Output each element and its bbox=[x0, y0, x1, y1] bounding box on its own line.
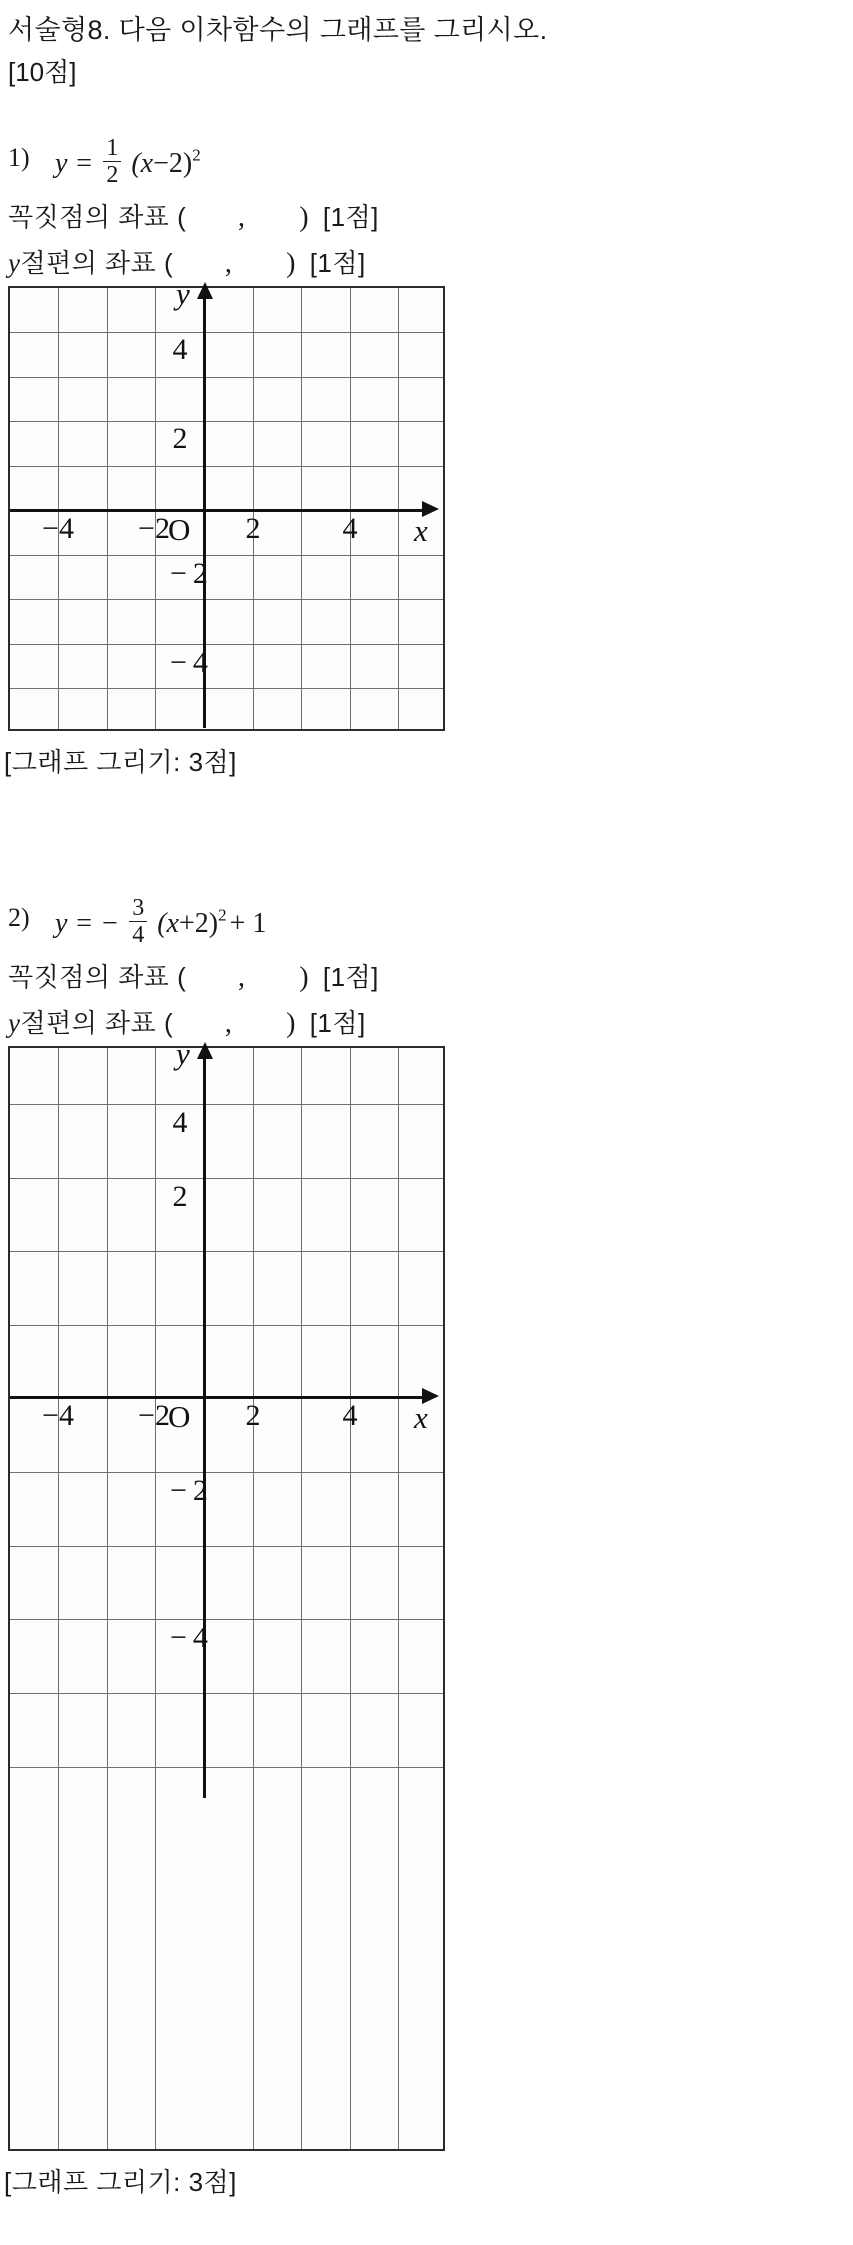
q2-intercept-label: 절편의 좌표 ( bbox=[20, 1008, 174, 1038]
q1-origin-label: O bbox=[168, 512, 191, 547]
q1-intercept-close: ) bbox=[286, 248, 296, 279]
question-2-graph bbox=[8, 1036, 445, 2151]
q1-vertex-answer-line bbox=[8, 197, 379, 234]
q1-intercept-points: [1점] bbox=[309, 248, 366, 278]
q2-y-axis bbox=[203, 1058, 206, 1798]
q1-vertex-label: 꼭짓점의 좌표 ( bbox=[8, 202, 187, 232]
q2-vertex-comma: , bbox=[238, 962, 246, 993]
q2-y-tick--4: − 4 bbox=[170, 1621, 208, 1654]
question-2-number: 2) bbox=[8, 903, 30, 932]
q2-origin-label: O bbox=[168, 1399, 191, 1434]
q1-y-axis-label: y bbox=[176, 276, 190, 311]
q2-intercept-comma: , bbox=[224, 1008, 233, 1039]
q1-intercept-answer-line bbox=[8, 243, 366, 280]
q2-intercept-axis: y bbox=[8, 1008, 21, 1038]
q1-y-tick--4: − 4 bbox=[170, 646, 208, 679]
q2-fraction-numerator: 3 bbox=[132, 895, 145, 921]
q2-y-tick--2: − 2 bbox=[170, 1474, 208, 1507]
q1-x-tick--2: −2 bbox=[138, 512, 170, 545]
q2-eq-val: 2) bbox=[194, 908, 219, 940]
q1-intercept-axis: y bbox=[8, 248, 21, 278]
q1-vertex-close: ) bbox=[299, 202, 310, 233]
q1-x-tick-4: 4 bbox=[342, 512, 358, 545]
q2-intercept-answer-line bbox=[8, 1003, 366, 1040]
q2-vertex-label: 꼭짓점의 좌표 ( bbox=[8, 962, 187, 992]
q1-x-tick--4: −4 bbox=[42, 512, 74, 545]
q2-intercept-close: ) bbox=[286, 1008, 296, 1039]
q1-y-tick-4: 4 bbox=[172, 333, 188, 366]
q2-vertex-answer-line bbox=[8, 957, 379, 994]
q1-eq-lhs: y = bbox=[55, 148, 94, 180]
total-points: [10점] bbox=[8, 57, 77, 87]
page-title: 서술형8. 다음 이차함수의 그래프를 그리시오. bbox=[8, 15, 548, 45]
q2-y-axis-arrow bbox=[197, 1042, 213, 1059]
q1-fraction-denominator: 2 bbox=[103, 161, 121, 188]
question-2-caption: [그래프 그리기: 3점] bbox=[4, 2167, 237, 2197]
q1-y-tick-2: 2 bbox=[172, 422, 188, 455]
q1-eq-op: − bbox=[153, 148, 169, 180]
q2-y-axis-label: y bbox=[176, 1036, 190, 1071]
question-1-equation bbox=[55, 135, 201, 191]
q2-fraction bbox=[129, 896, 147, 949]
q2-y-tick-2: 2 bbox=[172, 1180, 188, 1213]
q1-eq-exponent: 2 bbox=[192, 145, 201, 165]
q2-vertex-close: ) bbox=[299, 962, 310, 993]
q2-eq-exponent: 2 bbox=[218, 905, 227, 925]
q2-eq-op: + bbox=[178, 908, 195, 940]
q1-eq-val: 2) bbox=[168, 148, 193, 180]
q2-y-tick-4: 4 bbox=[172, 1106, 188, 1139]
q1-intercept-label: 절편의 좌표 ( bbox=[20, 248, 174, 278]
q2-fraction-denominator: 4 bbox=[129, 921, 147, 948]
q1-vertex-comma: , bbox=[238, 202, 246, 233]
q2-x-tick-4: 4 bbox=[342, 1399, 358, 1432]
q1-fraction bbox=[103, 136, 121, 189]
question-1-caption: [그래프 그리기: 3점] bbox=[4, 747, 237, 777]
q1-x-axis-label: x bbox=[414, 513, 428, 548]
q2-x-tick--4: −4 bbox=[42, 1399, 74, 1432]
q1-y-tick--2: − 2 bbox=[170, 557, 208, 590]
q1-fraction-numerator: 1 bbox=[106, 135, 119, 161]
q2-x-tick--2: −2 bbox=[138, 1399, 170, 1432]
q2-eq-tail: + 1 bbox=[229, 908, 267, 940]
q1-x-tick-2: 2 bbox=[245, 512, 261, 545]
q2-intercept-points: [1점] bbox=[309, 1008, 366, 1038]
question-2-equation bbox=[55, 895, 267, 951]
q2-eq-lhs: y = − bbox=[55, 908, 120, 940]
q2-vertex-points: [1점] bbox=[322, 962, 379, 992]
question-1-number: 1) bbox=[8, 143, 30, 172]
q1-eq-open: (x bbox=[131, 148, 154, 180]
q2-eq-open: (x bbox=[157, 908, 179, 940]
question-1-graph bbox=[8, 276, 445, 731]
q2-x-tick-2: 2 bbox=[245, 1399, 261, 1432]
q1-intercept-comma: , bbox=[224, 248, 233, 279]
q1-y-axis-arrow bbox=[197, 282, 213, 299]
q2-x-axis-label: x bbox=[414, 1400, 428, 1435]
q1-vertex-points: [1점] bbox=[322, 202, 379, 232]
